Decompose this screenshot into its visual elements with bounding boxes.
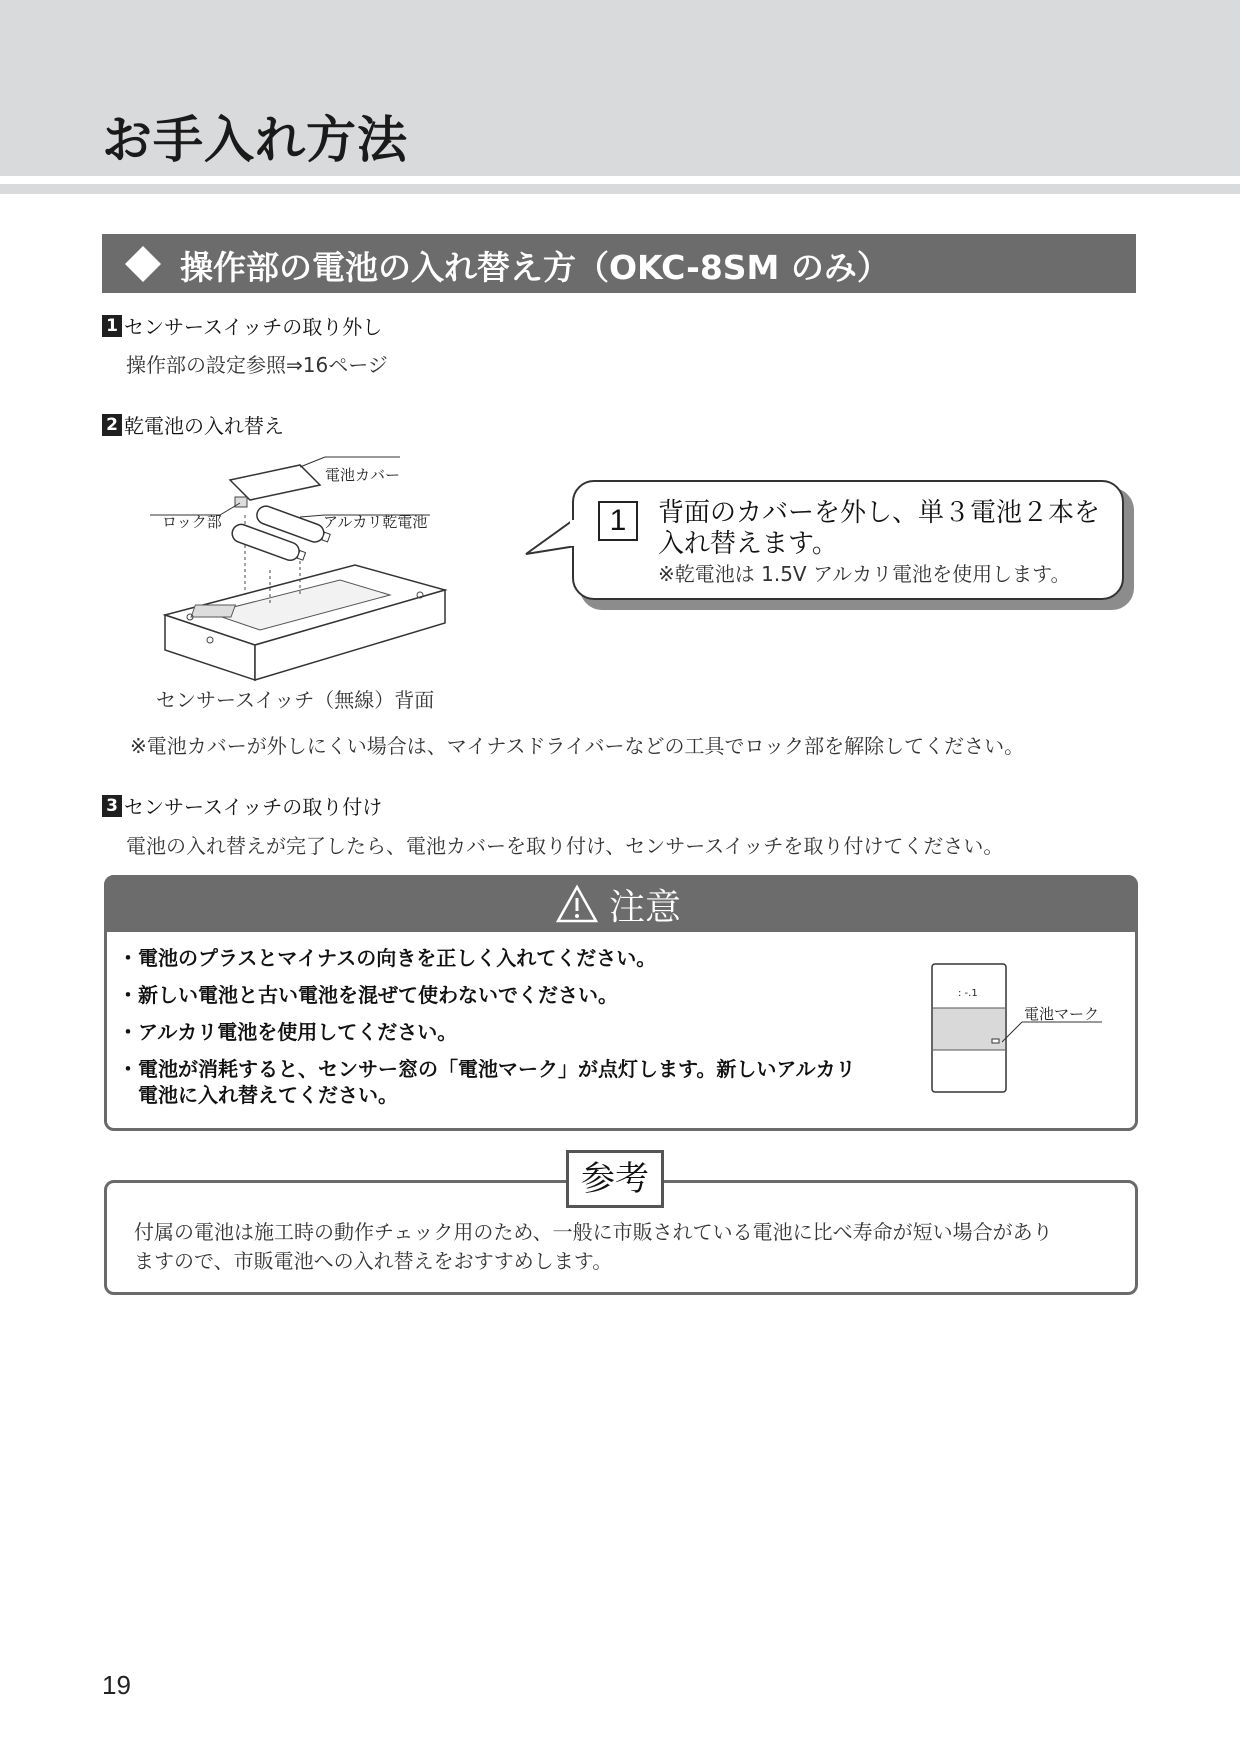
diamond-icon: [124, 245, 162, 283]
svg-text:: -.1: : -.1: [958, 988, 978, 999]
reference-line-2: ますので、市販電池への入れ替えをおすすめします。: [134, 1249, 613, 1273]
caution-title: [555, 880, 681, 928]
step-3-number: 3: [102, 795, 122, 817]
callout-pointer: [524, 516, 576, 558]
callout-pointer-cover: [570, 520, 578, 546]
warning-icon: [555, 884, 599, 924]
callout-main-text: [658, 498, 1118, 560]
caution-item: 電池に入れ替えてください。: [118, 1083, 398, 1107]
reference-text: [134, 1218, 1114, 1276]
caution-item: ・新しい電池と古い電池を混ぜて使わないでください。: [118, 983, 618, 1007]
caution-item: ・電池が消耗すると、センサー窓の「電池マーク」が点灯します。新しいアルカリ: [118, 1057, 856, 1081]
label-alkaline-battery: アルカリ乾電池: [323, 513, 428, 531]
section-title: 操作部の電池の入れ替え方（OKC-8SM のみ）: [180, 248, 890, 287]
sensor-window-illustration: [930, 962, 1010, 1094]
page-number: 19: [102, 1670, 131, 1700]
step-2-number: 2: [102, 414, 122, 436]
battery-mark-label: 電池マーク: [1024, 1005, 1100, 1023]
step-2-title: 乾電池の入れ替え: [124, 414, 284, 438]
step-1-title: センサースイッチの取り外し: [124, 315, 383, 339]
header-band-lower: [0, 184, 1240, 194]
lock-note: ※電池カバーが外しにくい場合は、マイナスドライバーなどの工具でロック部を解除してください。: [130, 734, 1025, 758]
step-1-number: 1: [102, 315, 122, 337]
step-3-text: 電池の入れ替えが完了したら、電池カバーを取り付け、センサースイッチを取り付けてください。: [126, 834, 1004, 858]
step-2-heading: [102, 410, 284, 439]
label-lock: ロック部: [162, 513, 222, 531]
step-3-title: センサースイッチの取り付け: [124, 795, 383, 819]
header-divider: [0, 176, 1240, 184]
caution-item: ・アルカリ電池を使用してください。: [118, 1020, 458, 1044]
label-battery-cover: 電池カバー: [325, 466, 401, 484]
callout-note: ※乾電池は 1.5V アルカリ電池を使用します。: [658, 562, 1071, 586]
step-1-text: 操作部の設定参照⇒16ページ: [126, 353, 388, 377]
callout-line-2: 入れ替えます。: [658, 529, 838, 559]
step-1-heading: [102, 311, 382, 340]
caution-item: ・電池のプラスとマイナスの向きを正しく入れてください。: [118, 946, 657, 970]
page-title: お手入れ方法: [102, 111, 408, 169]
figure-caption: センサースイッチ（無線）背面: [156, 688, 435, 712]
callout-number: 1: [598, 501, 638, 541]
caution-title-text: 注意: [609, 886, 682, 928]
sensor-switch-illustration: [150, 455, 450, 685]
step-3-heading: [102, 791, 382, 820]
reference-badge: 参考: [566, 1150, 664, 1208]
callout-line-1: 背面のカバーを外し、単３電池２本を: [658, 498, 1101, 528]
reference-line-1: 付属の電池は施工時の動作チェック用のため、一般に市販されている電池に比べ寿命が短い場合があり: [134, 1220, 1053, 1244]
